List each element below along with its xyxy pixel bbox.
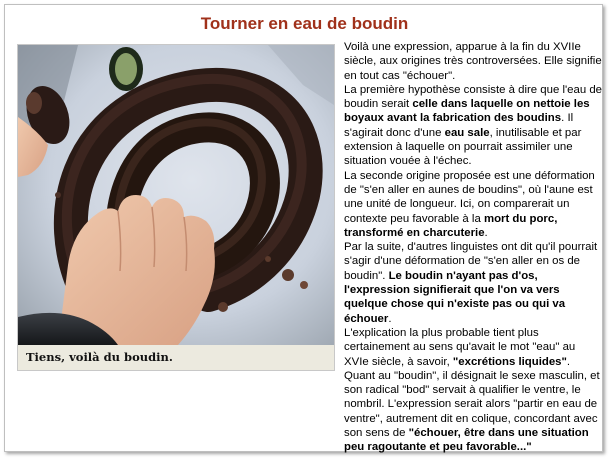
page-title: Tourner en eau de boudin [200, 14, 409, 33]
text-run: . Il s'agirait donc d'une [344, 112, 574, 139]
figure-caption: Tiens, voilà du boudin. [26, 350, 173, 364]
text-run-bold: "excrétions liquides" [452, 355, 567, 368]
text-run: Par la suite, d'autres linguistes ont dit qu'il pourrait s'agir d'une déformation de "s'en aller en os de boudin". [344, 241, 598, 282]
text-run-bold: eau sale [444, 126, 490, 139]
text-run-bold: Le boudin n'ayant pas d'os, l'expression signifierait que l'on va vers quelque chose qui n'existe pas ou qui va échouer [344, 269, 566, 325]
figure [17, 44, 335, 371]
text-run: La première hypothèse consiste à dire que l'eau de boudin serait [344, 83, 602, 111]
text-run: La seconde origine proposée est une déformation de "s'en aller en aunes de boudins", où l'aune est une unité de longueur. Ici, on comparerait un contexte peu favorable à la [344, 169, 595, 225]
article-frame [4, 4, 603, 452]
paragraph-explanation [344, 326, 602, 455]
paragraph-hypothesis-2 [344, 169, 602, 240]
paragraph-hypothesis-1 [344, 83, 602, 169]
text-run: . [484, 226, 488, 239]
text-run: , inutilisable et par extension à laquelle on pourrait assimiler une situation vouée à l'échec. [344, 126, 582, 168]
text-run-bold: celle dans laquelle on nettoie les boyaux avant la fabrication des boudins [344, 98, 590, 125]
text-run-bold: mort du porc, transformé en charcuterie [344, 212, 558, 239]
text-run: L'explication la plus probable tient plus certainement au sens qu'avait le mot "eau" au XVIe siècle, à savoir, [344, 326, 576, 368]
text-run: . Quant au "boudin", il désignait le sexe masculin, et son radical "bod" servait à qualifier le ventre, le nombril. L'expression serait alors "partir en eau de ventre", autrement dit en colique, concordant avec son sens de [344, 355, 600, 440]
text-run-bold: "échouer, être dans une situation peu ragoutante et peu favorable..." [344, 427, 589, 454]
article-body [344, 40, 602, 455]
text-run: . [388, 312, 392, 325]
boudin-photo [18, 45, 334, 345]
paragraph-intro: Voilà une expression, apparue à la fin du XVIIe siècle, aux origines très controversées. Elle signifie en tout cas "échouer". [344, 41, 602, 82]
paragraph-hypothesis-3 [344, 240, 602, 326]
